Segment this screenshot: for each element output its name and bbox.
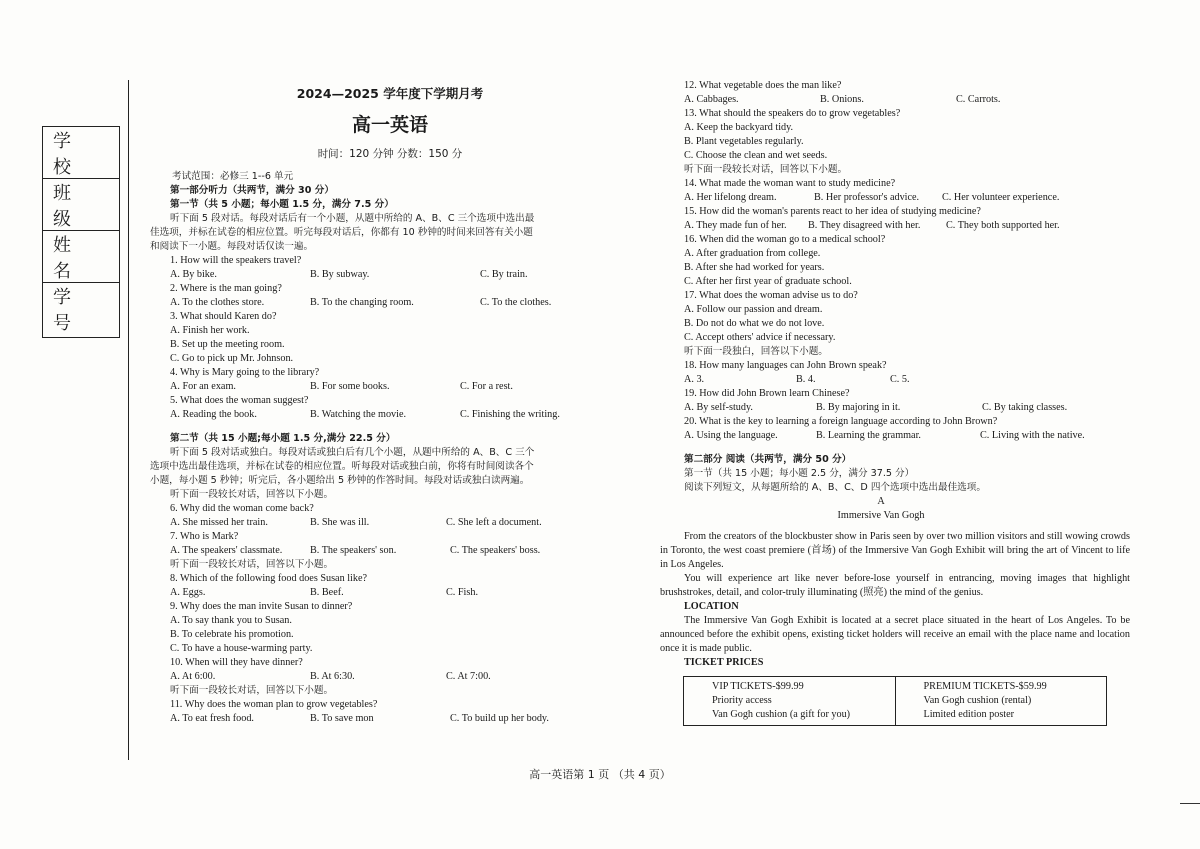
options [170, 516, 610, 530]
option: C. Her volunteer experience. [942, 192, 1060, 203]
question: 1. How will the speakers travel? [170, 255, 302, 266]
option: A. To the clothes store. [170, 297, 265, 308]
question: 3. What should Karen do? [170, 311, 277, 322]
option: C. At 7:00. [446, 671, 491, 682]
premium-ticket-cell [895, 677, 1107, 726]
options [684, 191, 1134, 205]
dialogue-intro: 听下面一段较长对话，回答以下小题。 [170, 489, 334, 500]
option: B. The speakers' son. [310, 545, 397, 556]
options [684, 93, 1134, 107]
option: C. 5. [890, 374, 910, 385]
part1-heading: 第一部分听力（共两节，满分 30 分） [170, 185, 334, 196]
option: B. By subway. [310, 269, 370, 280]
option: A. She missed her train. [170, 517, 268, 528]
option: A. By bike. [170, 269, 217, 280]
vip-ticket-cell [684, 677, 896, 726]
options [170, 296, 610, 310]
option: B. By majoring in it. [816, 402, 901, 413]
option: B. Her professor's advice. [814, 192, 920, 203]
question: 15. How did the woman's parents react to her idea of studying medicine? [684, 206, 981, 217]
option: B. After she had worked for years. [684, 262, 825, 273]
vip-ticket-title: VIP TICKETS-$99.99 [712, 681, 804, 692]
option: B. Do not do what we do not love. [684, 318, 825, 329]
option: C. To the clothes. [480, 297, 552, 308]
option: A. Cabbages. [684, 94, 739, 105]
question: 7. Who is Mark? [170, 531, 239, 542]
passage-letter: A [877, 496, 885, 507]
option: B. 4. [796, 374, 816, 385]
question: 11. Why does the woman plan to grow vegetables? [170, 699, 378, 710]
options [684, 429, 1134, 443]
question: 14. What made the woman want to study medicine? [684, 178, 896, 189]
option: A. Finish her work. [170, 325, 250, 336]
option: C. To build up her body. [450, 713, 549, 724]
section2-instruction: 选项中选出最佳选项，并标在试卷的相应位置。听每段对话或独白前，你将有时间阅读各个 [150, 461, 534, 472]
option: A. Using the language. [684, 430, 778, 441]
class-field: 班 级 [43, 179, 119, 231]
time-score: 时间：120 分钟 分数：150 分 [317, 148, 463, 160]
options [170, 408, 610, 422]
option: A. They made fun of her. [684, 220, 787, 231]
option: B. Beef. [310, 587, 344, 598]
left-column [150, 170, 610, 726]
option: C. By train. [480, 269, 528, 280]
option: C. Fish. [446, 587, 478, 598]
section2-instruction: 听下面 5 段对话或独白。每段对话或独白后有几个小题，从题中所给的 A、B、C 三个 [170, 447, 535, 458]
premium-ticket-item: Van Gogh cushion (rental) [923, 695, 1032, 706]
right-column [684, 79, 1134, 523]
option: B. Learning the grammar. [816, 430, 921, 441]
school-field: 学 校 [43, 127, 119, 179]
question: 19. How did John Brown learn Chinese? [684, 388, 850, 399]
option: B. Watching the movie. [310, 409, 407, 420]
option: A. By self-study. [684, 402, 753, 413]
option: A. Eggs. [170, 587, 206, 598]
dialogue-intro: 听下面一段较长对话，回答以下小题。 [684, 164, 848, 175]
options [170, 544, 610, 558]
options [684, 219, 1134, 233]
section2-instruction: 小题，每小题 5 秒钟；听完后，各小题给出 5 秒钟的作答时间。每段对话或独白读两遍。 [150, 475, 530, 486]
option: B. Set up the meeting room. [170, 339, 285, 350]
option: A. For an exam. [170, 381, 236, 392]
option: C. For a rest. [460, 381, 513, 392]
question: 17. What does the woman advise us to do? [684, 290, 858, 301]
option: B. At 6:30. [310, 671, 355, 682]
options [170, 712, 610, 726]
option: B. To save mon [310, 713, 374, 724]
section2-heading: 第二节（共 15 小题;每小题 1.5 分,满分 22.5 分） [170, 433, 396, 444]
ticket-price-table [683, 676, 1107, 726]
part2-instruction: 阅读下列短文，从每题所给的 A、B、C、D 四个选项中选出最佳选项。 [684, 482, 986, 493]
question: 10. When will they have dinner? [170, 657, 303, 668]
question: 12. What vegetable does the man like? [684, 80, 842, 91]
passage-body [660, 530, 1130, 670]
option: C. Finishing the writing. [460, 409, 560, 420]
option: A. After graduation from college. [684, 248, 821, 259]
subject-title: 高一英语 [351, 114, 428, 136]
section1-instruction: 佳选项，并标在试卷的相应位置。听完每段对话后，你都有 10 秒钟的时间来回答有关小题 [150, 227, 533, 238]
student-id-field: 学 号 [53, 287, 85, 334]
section1-instruction: 听下面 5 段对话。每段对话后有一个小题，从题中所给的 A、B、C 三个选项中选出最 [170, 213, 535, 224]
question: 4. Why is Mary going to the library? [170, 367, 320, 378]
option: C. Living with the native. [980, 430, 1085, 441]
dialogue-intro: 听下面一段较长对话，回答以下小题。 [170, 685, 334, 696]
option: A. Keep the backyard tidy. [684, 122, 794, 133]
options [684, 373, 1134, 387]
option: B. They disagreed with her. [808, 220, 921, 231]
option: C. Accept others' advice if necessary. [684, 332, 836, 343]
location-heading: LOCATION [684, 601, 739, 612]
question: 9. Why does the man invite Susan to dinner? [170, 601, 353, 612]
option: B. To celebrate his promotion. [170, 629, 294, 640]
option: A. Reading the book. [170, 409, 257, 420]
premium-ticket-item: Limited edition poster [923, 709, 1015, 720]
section1-heading: 第一节（共 5 小题；每小题 1.5 分，满分 7.5 分） [170, 199, 394, 210]
options [170, 268, 610, 282]
option: B. Onions. [820, 94, 864, 105]
part2-heading: 第二部分 阅读（共两节，满分 50 分） [684, 454, 852, 465]
question: 16. When did the woman go to a medical school? [684, 234, 886, 245]
passage-paragraph: From the creators of the blockbuster show in Paris seen by over two million visitors and still wowing crowds in Toronto, the west coast premiere (首场) of the Immersive Van Gogh Exhibit will bring the art of Vincent to life in Los Angeles. [660, 531, 1130, 570]
option: C. Go to pick up Mr. Johnson. [170, 353, 294, 364]
option: A. To eat fresh food. [170, 713, 254, 724]
option: B. To the changing room. [310, 297, 414, 308]
question: 20. What is the key to learning a foreign language according to John Brown? [684, 416, 998, 427]
student-info-box [42, 126, 120, 338]
option: A. To say thank you to Susan. [170, 615, 292, 626]
passage-paragraph: You will experience art like never before-lose yourself in entrancing, moving images that highlight brushstrokes, detail, and color-truly illuminating (照亮) the mind of the genius. [660, 573, 1130, 598]
dialogue-intro: 听下面一段独白，回答以下小题。 [684, 346, 828, 357]
section1-instruction: 和阅读下一小题。每段对话仅读一遍。 [150, 241, 314, 252]
option: A. Her lifelong dream. [684, 192, 777, 203]
passage-title: Immersive Van Gogh [837, 510, 925, 521]
option: B. Plant vegetables regularly. [684, 136, 804, 147]
premium-ticket-title: PREMIUM TICKETS-$59.99 [923, 681, 1047, 692]
option: C. To have a house-warming party. [170, 643, 313, 654]
option: C. Carrots. [956, 94, 1001, 105]
option: C. After her first year of graduate school. [684, 276, 852, 287]
options [684, 401, 1134, 415]
exam-title: 2024—2025 学年度下学期月考 [296, 86, 484, 101]
name-field: 姓 名 [43, 231, 119, 283]
question: 5. What does the woman suggest? [170, 395, 309, 406]
passage-paragraph: The Immersive Van Gogh Exhibit is located at a secret place situated in the heart of Los Angeles. To be announced before the exhibit opens, existing ticket holders will receive an email with the place name and location once it is made public. [660, 615, 1130, 654]
option: C. The speakers' boss. [450, 545, 541, 556]
option: A. The speakers' classmate. [170, 545, 283, 556]
option: A. Follow our passion and dream. [684, 304, 823, 315]
question: 2. Where is the man going? [170, 283, 282, 294]
vip-ticket-item: Priority access [712, 695, 772, 706]
option: C. By taking classes. [982, 402, 1068, 413]
question: 8. Which of the following food does Susan like? [170, 573, 368, 584]
question: 6. Why did the woman come back? [170, 503, 314, 514]
dialogue-intro: 听下面一段较长对话，回答以下小题。 [170, 559, 334, 570]
option: C. Choose the clean and wet seeds. [684, 150, 828, 161]
exam-scope: 考试范围：必修三 1--6 单元 [172, 171, 294, 182]
option: C. She left a document. [446, 517, 542, 528]
question: 13. What should the speakers do to grow vegetables? [684, 108, 901, 119]
corner-mark [1180, 803, 1200, 804]
question: 18. How many languages can John Brown speak? [684, 360, 887, 371]
vip-ticket-item: Van Gogh cushion (a gift for you) [712, 709, 851, 720]
part2-section1-heading: 第一节（共 15 小题；每小题 2.5 分，满分 37.5 分） [684, 468, 915, 479]
options [170, 380, 610, 394]
options [170, 586, 610, 600]
option: A. At 6:00. [170, 671, 216, 682]
options [170, 670, 610, 684]
binding-line [128, 80, 129, 760]
option: B. For some books. [310, 381, 390, 392]
page-footer: 高一英语第 1 页 （共 4 页） [529, 768, 671, 781]
option: C. They both supported her. [946, 220, 1060, 231]
ticket-prices-heading: TICKET PRICES [684, 657, 764, 668]
option: B. She was ill. [310, 517, 370, 528]
option: A. 3. [684, 374, 705, 385]
